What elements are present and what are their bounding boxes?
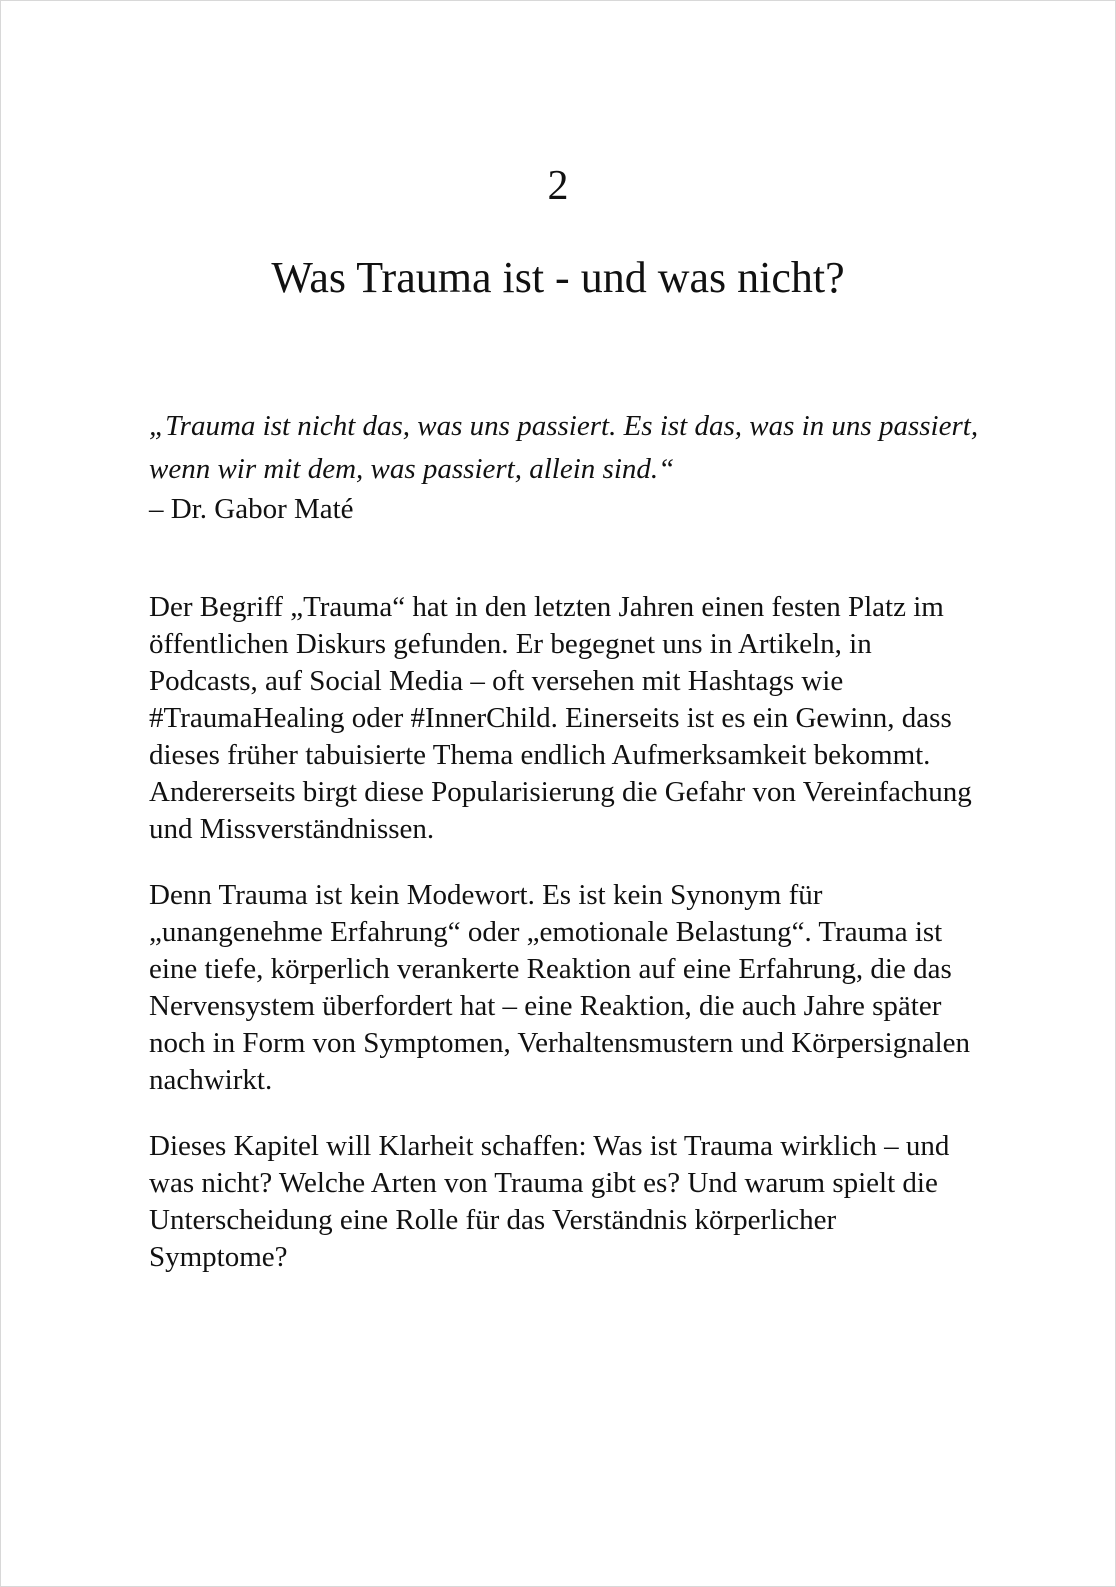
paragraph: Der Begriff „Trauma“ hat in den letzten Jahren einen festen Platz im öffentlichen Diskurs gefunden. Er begegnet uns in Artikeln, in Podcasts, auf Social Media – oft versehen mit Hashtags wie #TraumaHealing oder #InnerChild. Einerseits ist es ein Gewinn, dass dieses früher tabuisierte Thema endlich Aufmerksamkeit bekommt. Andererseits birgt diese Popularisierung die Gefahr von Vereinfachung und Missverständnissen. [149, 591, 972, 845]
body-text [149, 589, 979, 1305]
epigraph [149, 405, 979, 527]
epigraph-author: – Dr. Gabor Maté [149, 493, 354, 525]
paragraph: Denn Trauma ist kein Modewort. Es ist kein Synonym für „unangenehme Erfahrung“ oder „emotionale Belastung“. Trauma ist eine tiefe, körperlich verankerte Reaktion auf eine Erfahrung, die das Nervensystem überfordert hat – eine Reaktion, die auch Jahre später noch in Form von Symptomen, Verhaltensmustern und Körpersignalen nachwirkt. [149, 879, 971, 1096]
chapter-number: 2 [547, 163, 569, 209]
chapter-title: Was Trauma ist - und was nicht? [271, 253, 845, 302]
epigraph-quote: „Trauma ist nicht das, was uns passiert. Es ist das, was in uns passiert, wenn wir mit dem, was passiert, allein sind.“ [149, 410, 979, 485]
paragraph: Dieses Kapitel will Klarheit schaffen: Was ist Trauma wirklich – und was nicht? Welche Arten von Trauma gibt es? Und warum spielt die Unterscheidung eine Rolle für das Verständnis körperlicher Symptome? [149, 1130, 950, 1273]
